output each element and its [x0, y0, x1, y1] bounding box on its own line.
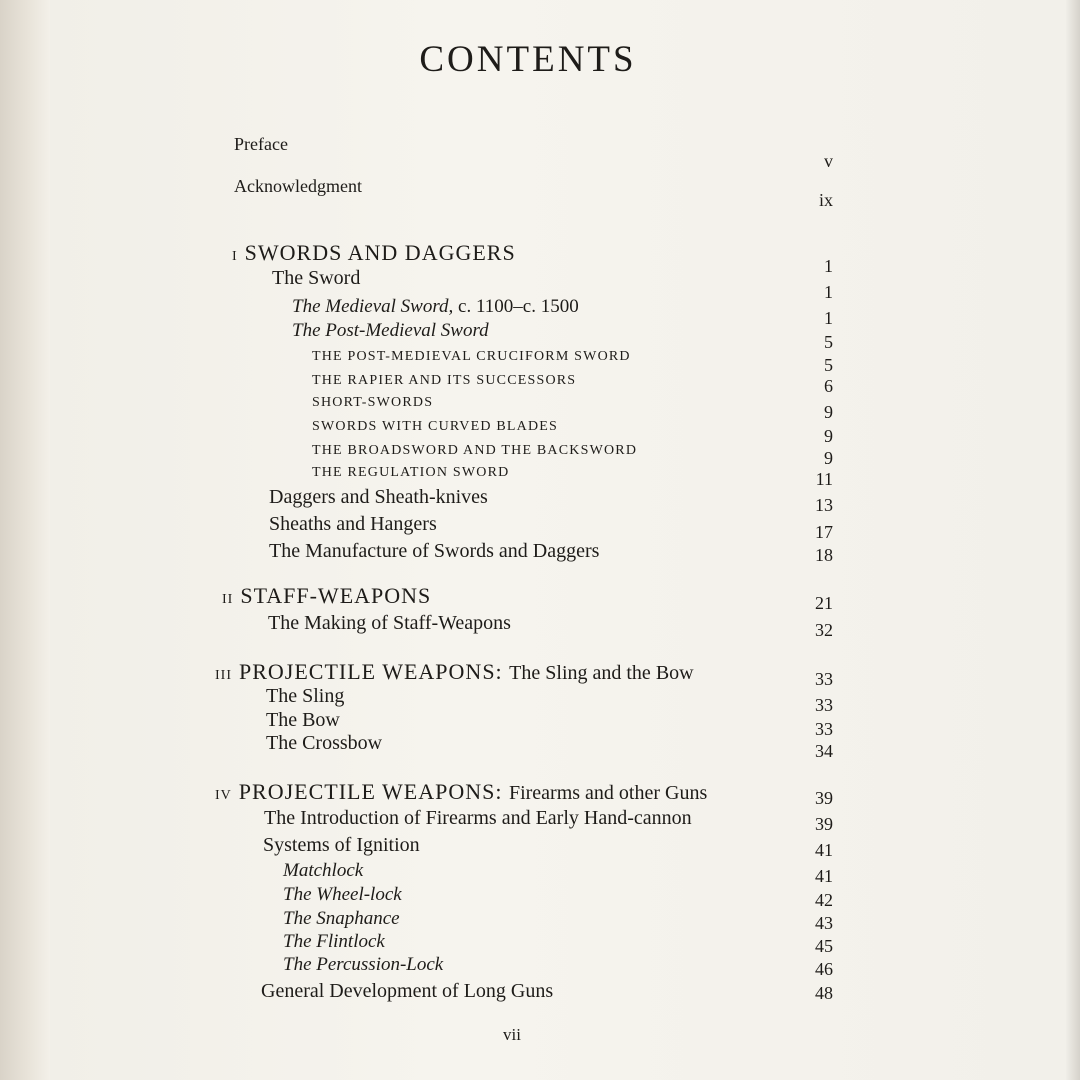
chapter-3-page: 33: [815, 669, 833, 689]
toc-entry-medieval-sword: [292, 297, 579, 316]
toc-page-sling: 33: [815, 695, 833, 715]
chapter-1-title: SWORDS AND DAGGERS: [244, 240, 516, 265]
toc-page-regulation-sword: 11: [815, 469, 833, 489]
chapter-1-heading: [232, 242, 516, 264]
facing-page-edge: [0, 0, 51, 1080]
chapter-4-title: PROJECTILE WEAPONS:: [238, 779, 503, 804]
toc-entry-wheel-lock: The Wheel-lock: [283, 884, 402, 905]
chapter-3-number: III: [215, 668, 232, 683]
toc-page-making-staff-weapons: 32: [815, 620, 833, 640]
toc-page-daggers: 13: [815, 495, 833, 515]
toc-entry-daggers: Daggers and Sheath-knives: [269, 486, 488, 508]
toc-entry-snaphance: The Snaphance: [283, 908, 400, 929]
toc-page-snaphance: 43: [815, 913, 833, 933]
toc-page-acknowledgment: ix: [818, 190, 833, 210]
chapter-4-page: 39: [815, 788, 833, 808]
toc-entry-broadsword: THE BROADSWORD AND THE BACKSWORD: [312, 443, 638, 458]
toc-entry-making-staff-weapons: The Making of Staff-Weapons: [268, 612, 511, 634]
toc-page-the-sword: 1: [824, 282, 833, 302]
toc-page-cruciform-sword: 5: [824, 355, 833, 375]
page-edge-right: [1066, 0, 1080, 1080]
toc-entry-preface: Preface: [234, 134, 288, 154]
chapter-1-number: I: [232, 249, 238, 264]
toc-page-percussion-lock: 46: [815, 959, 833, 979]
toc-entry-matchlock: Matchlock: [283, 860, 364, 881]
toc-page-preface: v: [824, 151, 833, 171]
toc-entry-cruciform-sword: THE POST-MEDIEVAL CRUCIFORM SWORD: [312, 349, 631, 364]
chapter-4-number: IV: [215, 788, 232, 803]
chapter-4-heading: [215, 781, 707, 803]
toc-page-short-swords: 9: [824, 402, 833, 422]
toc-entry-regulation-sword: THE REGULATION SWORD: [312, 465, 510, 480]
toc-entry-bow: The Bow: [266, 709, 340, 731]
toc-entry-sheaths: Sheaths and Hangers: [269, 513, 437, 535]
toc-page-medieval-sword: 1: [824, 308, 833, 328]
chapter-2-heading: [222, 585, 431, 607]
chapter-3-title: PROJECTILE WEAPONS:: [239, 659, 503, 684]
toc-page-curved-blades: 9: [824, 426, 833, 446]
toc-entry-the-sword: The Sword: [272, 267, 361, 289]
toc-page-manufacture: 18: [815, 545, 833, 565]
toc-page-systems-ignition: 41: [815, 840, 833, 860]
toc-page-flintlock: 45: [815, 936, 833, 956]
toc-page-introduction-firearms: 39: [815, 814, 833, 834]
chapter-3-subtitle: The Sling and the Bow: [509, 662, 694, 684]
toc-entry-crossbow: The Crossbow: [266, 732, 383, 754]
toc-entry-acknowledgment: Acknowledgment: [234, 176, 362, 196]
toc-page-wheel-lock: 42: [815, 890, 833, 910]
medieval-sword-dates: c. 1100–c. 1500: [453, 296, 579, 317]
toc-entry-curved-blades: SWORDS WITH CURVED BLADES: [312, 419, 559, 434]
toc-entry-manufacture: The Manufacture of Swords and Daggers: [269, 540, 600, 562]
toc-page-crossbow: 34: [815, 741, 833, 761]
toc-page-post-medieval-sword: 5: [824, 332, 833, 352]
chapter-1-page: 1: [824, 256, 833, 276]
page-number: vii: [503, 1025, 521, 1044]
toc-page-long-guns: 48: [815, 983, 833, 1003]
toc-entry-sling: The Sling: [266, 685, 345, 707]
toc-page-rapier: 6: [824, 376, 833, 396]
toc-page-bow: 33: [815, 719, 833, 739]
medieval-sword-label: The Medieval Sword,: [292, 296, 454, 317]
toc-entry-rapier: THE RAPIER AND ITS SUCCESSORS: [312, 373, 577, 388]
chapter-2-title: STAFF-WEAPONS: [240, 583, 432, 608]
toc-entry-flintlock: The Flintlock: [283, 931, 385, 952]
chapter-3-heading: [215, 661, 694, 683]
toc-entry-post-medieval-sword: The Post-Medieval Sword: [292, 320, 489, 341]
toc-entry-long-guns: General Development of Long Guns: [261, 980, 554, 1002]
toc-entry-systems-ignition: Systems of Ignition: [263, 834, 420, 856]
toc-entry-introduction-firearms: The Introduction of Firearms and Early Hand-cannon: [264, 807, 692, 829]
chapter-2-page: 21: [815, 593, 833, 613]
toc-entry-short-swords: SHORT-SWORDS: [312, 395, 434, 410]
chapter-4-subtitle: Firearms and other Guns: [508, 782, 708, 804]
toc-page-matchlock: 41: [815, 866, 833, 886]
toc-entry-percussion-lock: The Percussion-Lock: [283, 954, 444, 975]
toc-page-broadsword: 9: [824, 448, 833, 468]
chapter-2-number: II: [222, 592, 234, 607]
toc-page-sheaths: 17: [815, 522, 833, 542]
page-title: CONTENTS: [419, 39, 637, 80]
